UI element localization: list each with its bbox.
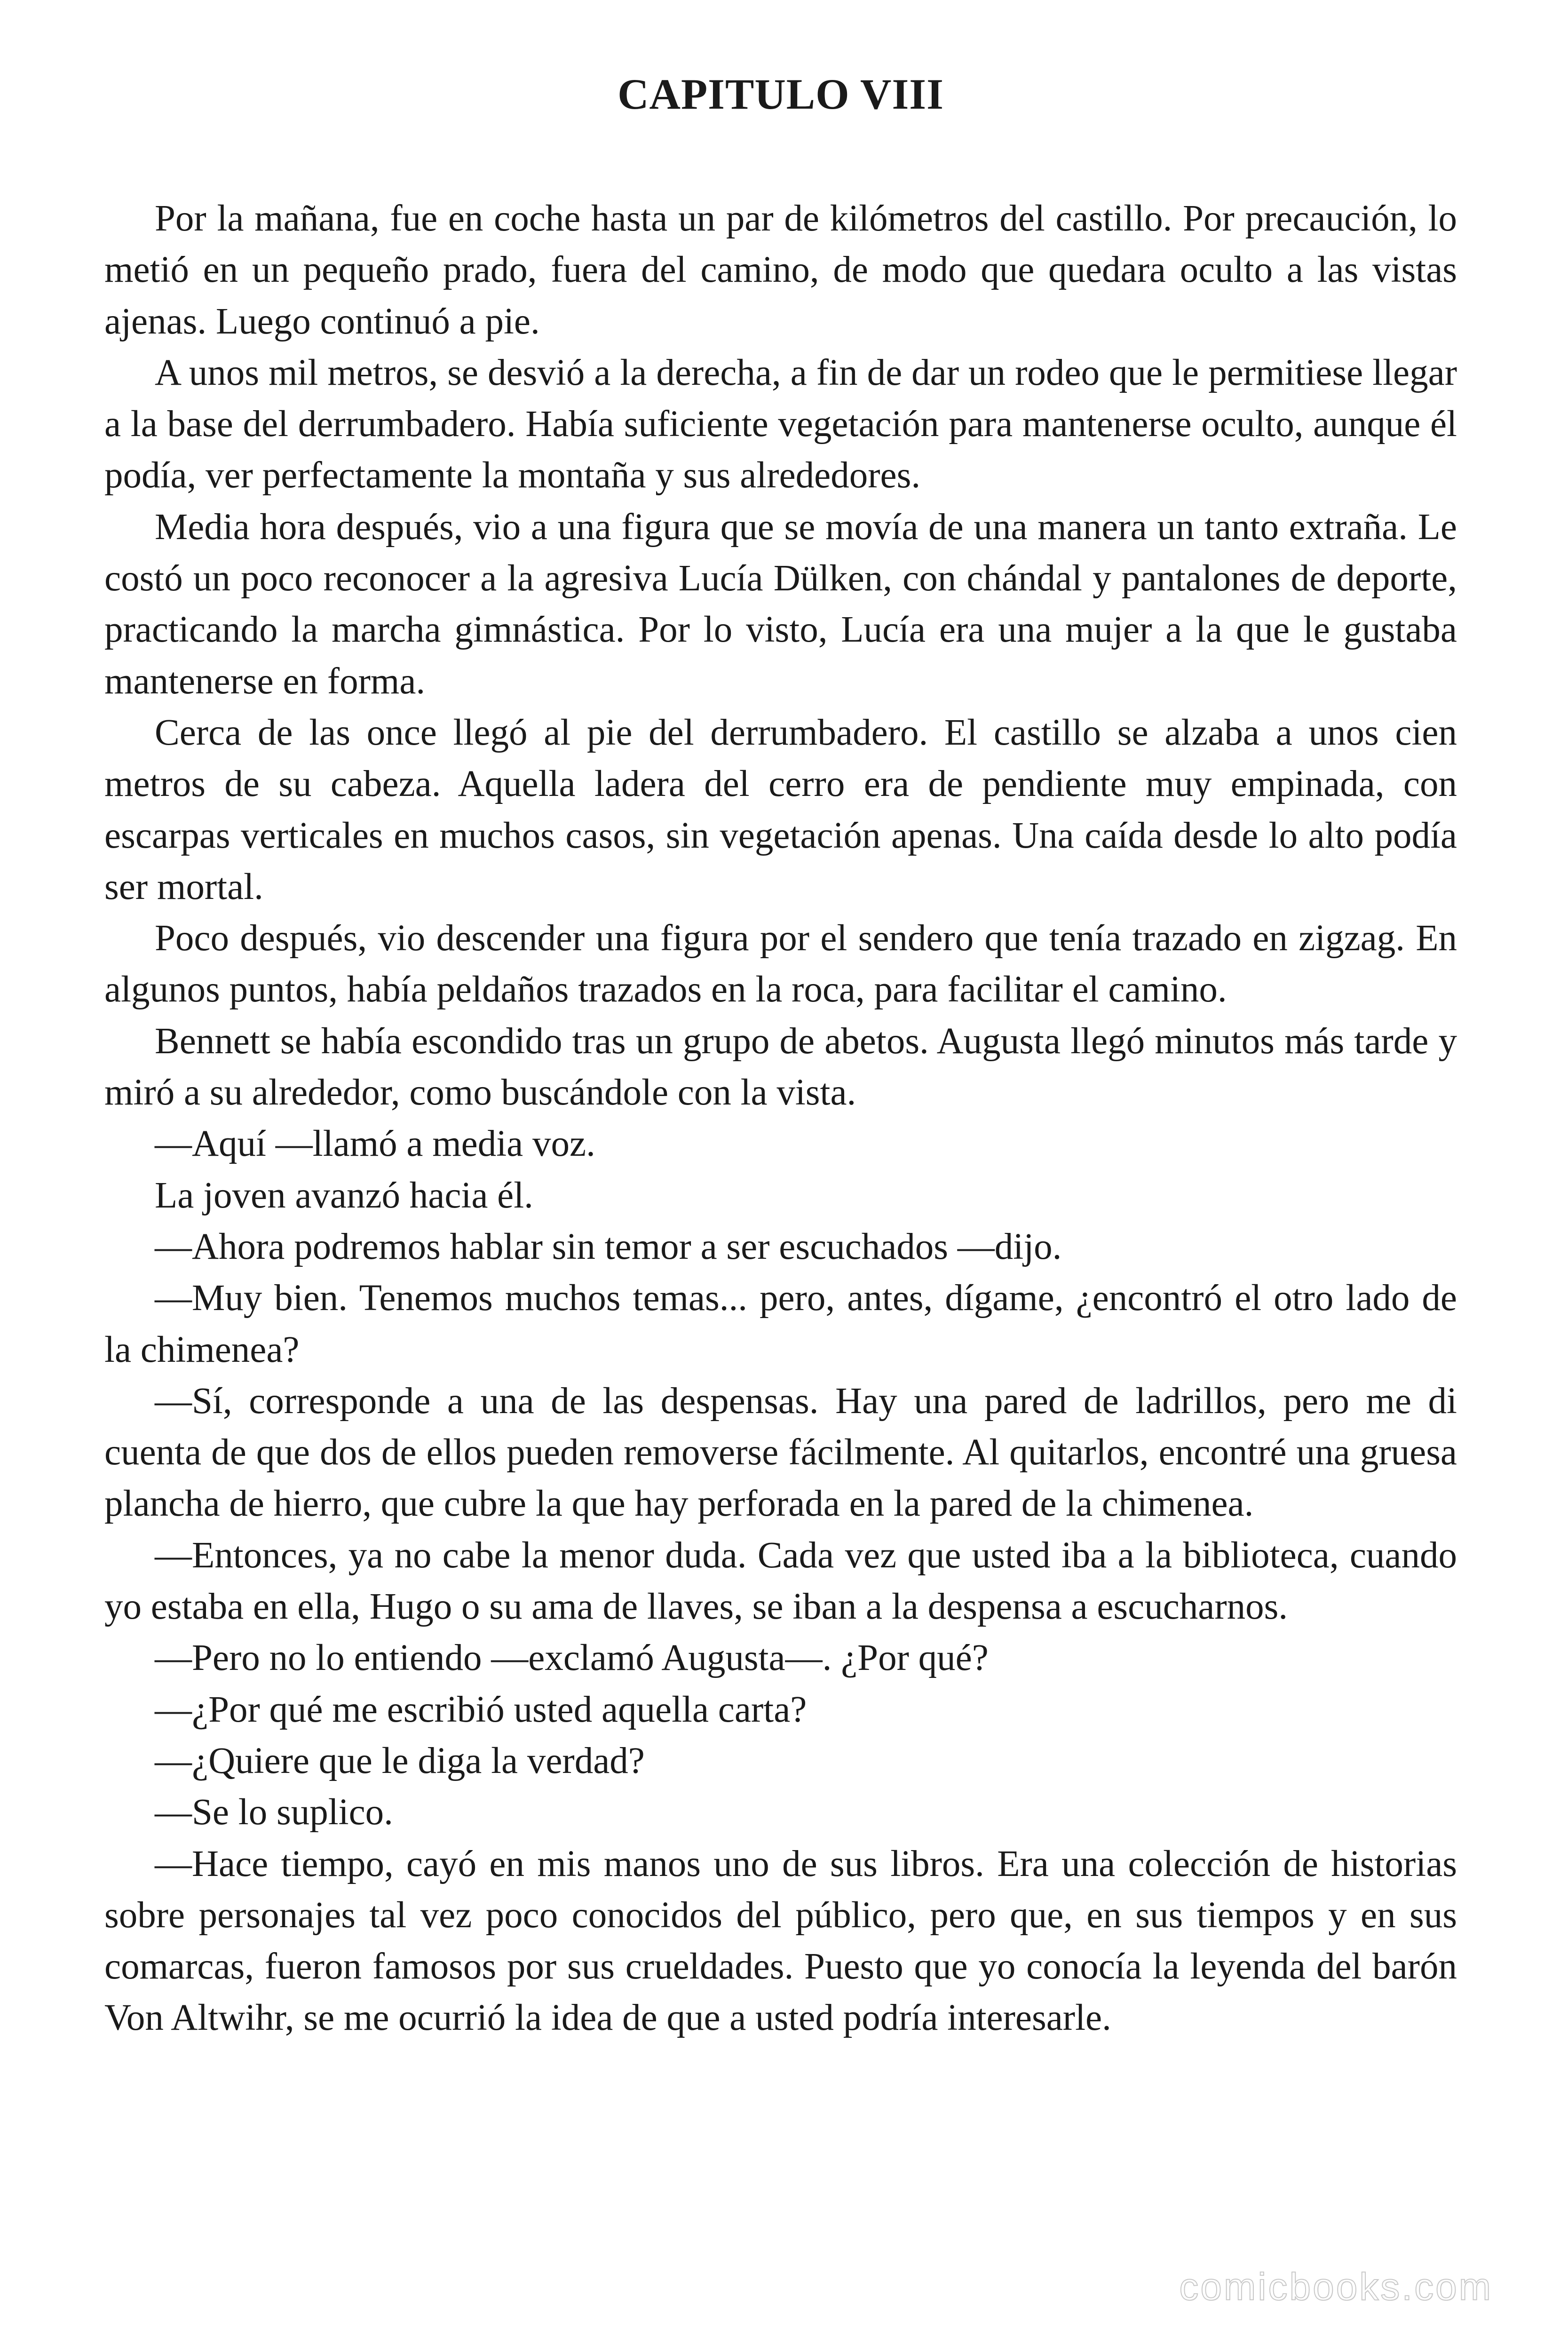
dialogue-line: —Muy bien. Tenemos muchos temas... pero, antes, dígame, ¿encontró el otro lado de la chimenea?: [104, 1278, 1457, 1370]
dialogue-line: —¿Quiere que le diga la verdad?: [155, 1740, 645, 1781]
paragraph: Media hora después, vio a una figura que se movía de una manera un tanto extraña. Le costó un poco reconocer a la agresiva Lucía Dülken, con chándal y pantalones de deporte, practicando la marcha gimnástica. Por lo visto, Lucía era una mujer a la que le gustaba mantenerse en forma.: [104, 506, 1457, 702]
book-page: [104, 66, 1457, 2277]
dialogue-line: —¿Por qué me escribió usted aquella carta?: [155, 1689, 807, 1730]
dialogue-line: —Entonces, ya no cabe la menor duda. Cada vez que usted iba a la biblioteca, cuando yo estaba en ella, Hugo o su ama de llaves, se iban a la despensa a escucharnos.: [104, 1534, 1457, 1628]
paragraph: Bennett se había escondido tras un grupo de abetos. Augusta llegó minutos más tarde y miró a su alrededor, como buscándole con la vista.: [104, 1020, 1457, 1113]
dialogue-line: —Ahora podremos hablar sin temor a ser escuchados —dijo.: [155, 1226, 1062, 1267]
paragraph: A unos mil metros, se desvió a la derecha, a fin de dar un rodeo que le permitiese llegar a la base del derrumbadero. Había suficiente vegetación para mantenerse oculto, aunque él podía, ver perfectamente la montaña y sus alrededores.: [104, 352, 1457, 496]
dialogue-line: —Hace tiempo, cayó en mis manos uno de sus libros. Era una colección de historias sobre personajes tal vez poco conocidos del público, pero que, en sus tiempos y en sus comarcas, fueron famosos por sus crueldades. Puesto que yo conocía la leyenda del barón Von Altwihr, se me ocurrió la idea de que a usted podría interesarle.: [104, 1843, 1457, 2039]
dialogue-line: —Se lo suplico.: [155, 1792, 393, 1833]
paragraph: La joven avanzó hacia él.: [155, 1175, 533, 1216]
chapter-body: [104, 193, 1457, 2044]
watermark: comicbooks.com: [1179, 2265, 1493, 2308]
paragraph: Cerca de las once llegó al pie del derrumbadero. El castillo se alzaba a unos cien metros de su cabeza. Aquella ladera del cerro era de pendiente muy empinada, con escarpas verticales en muchos casos, sin vegetación apenas. Una caída desde lo alto podía ser mortal.: [104, 712, 1457, 907]
paragraph: Por la mañana, fue en coche hasta un par de kilómetros del castillo. Por precaución, lo metió en un pequeño prado, fuera del camino, de modo que quedara oculto a las vistas ajenas. Luego continuó a pie.: [104, 198, 1457, 342]
paragraph: Poco después, vio descender una figura por el sendero que tenía trazado en zigzag. En algunos puntos, había peldaños trazados en la roca, para facilitar el camino.: [104, 918, 1457, 1010]
dialogue-line: —Aquí —llamó a media voz.: [155, 1123, 595, 1165]
dialogue-line: —Sí, corresponde a una de las despensas. Hay una pared de ladrillos, pero me di cuenta de que dos de ellos pueden removerse fácilmente. Al quitarlos, encontré una gruesa plancha de hierro, que cubre la que hay perforada en la pared de la chimenea.: [104, 1380, 1457, 1525]
chapter-title: CAPITULO VIII: [618, 70, 944, 118]
dialogue-line: —Pero no lo entiendo —exclamó Augusta—. ¿Por qué?: [155, 1637, 989, 1679]
